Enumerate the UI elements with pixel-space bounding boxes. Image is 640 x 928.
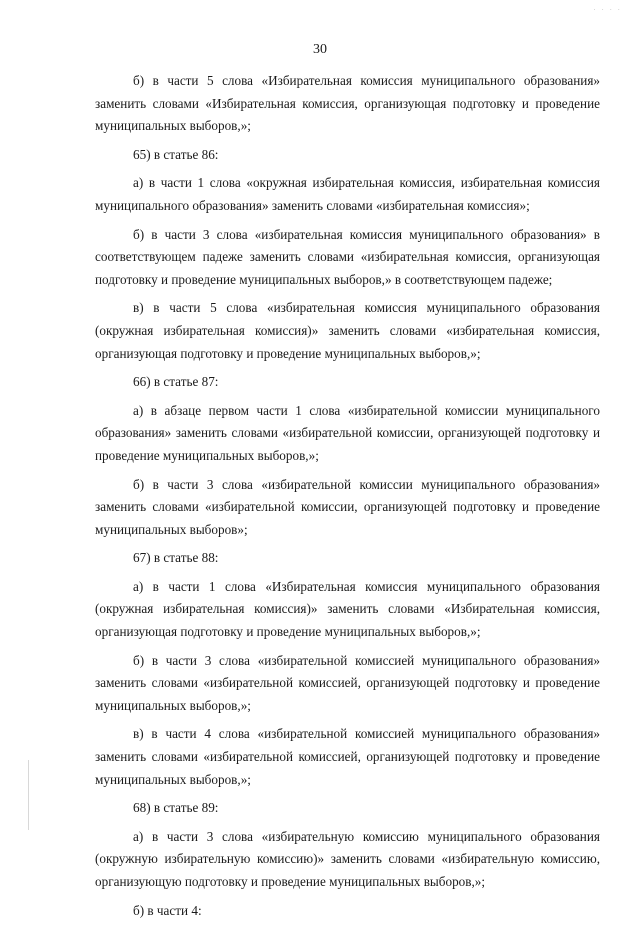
scan-artifact-dots: · · · · (593, 6, 622, 14)
paragraph: а) в части 3 слова «избирательную комиссию муниципального образования (окружную избирательную комиссию)» заменить словами «избирательную комиссию, организующую подготовку и проведение муниципальных выборов,»; (95, 828, 600, 889)
scan-margin-mark (28, 760, 29, 830)
paragraph: б) в части 4: (133, 902, 202, 918)
paragraph: а) в части 1 слова «окружная избирательная комиссия, избирательная комиссия муниципального образования» заменить словами «избирательная комиссия»; (95, 175, 600, 213)
paragraph: 66) в статье 87: (133, 374, 219, 390)
paragraph: 68) в статье 89: (133, 800, 219, 816)
paragraph: 65) в статье 86: (133, 146, 219, 162)
paragraph: в) в части 5 слова «избирательная комиссия муниципального образования (окружная избирательная комиссия)» заменить словами «избирательная комиссия, организующая подготовку и проведение муниципальных выборов,»; (95, 300, 600, 361)
paragraph: в) в части 4 слова «избирательной комиссией муниципального образования» заменить словами «избирательной комиссией, организующей подготовку и проведение муниципальных выборов,»; (95, 726, 600, 787)
paragraph: б) в части 3 слова «избирательной комиссии муниципального образования» заменить словами «избирательной комиссии, организующей подготовку и проведение муниципальных выборов»; (95, 476, 600, 537)
document-body (95, 70, 600, 928)
paragraph: б) в части 3 слова «избирательная комиссия муниципального образования» в соответствующем падеже заменить словами «избирательная комиссия, организующая подготовку и проведение муниципальных выборов,» в соответствующем падеже; (95, 226, 600, 287)
paragraph: а) в абзаце первом части 1 слова «избирательной комиссии муниципального образования» заменить словами «избирательной комиссии, организующей подготовку и проведение муниципальных выборов,»; (95, 402, 600, 463)
paragraph: а) в части 1 слова «Избирательная комиссия муниципального образования (окружная избирательная комиссия)» заменить словами «Избирательная комиссия, организующая подготовку и проведение муниципальных выборов,»; (95, 578, 600, 640)
paragraph: б) в части 3 слова «избирательной комиссией муниципального образования» заменить словами «избирательной комиссией, организующей подготовку и проведение муниципальных выборов,»; (95, 652, 600, 713)
paragraph: б) в части 5 слова «Избирательная комиссия муниципального образования» заменить словами «Избирательная комиссия, организующая подготовку и проведение муниципальных выборов,»; (95, 73, 600, 134)
page-number: 30 (313, 42, 327, 57)
paragraph: 67) в статье 88: (133, 550, 219, 566)
